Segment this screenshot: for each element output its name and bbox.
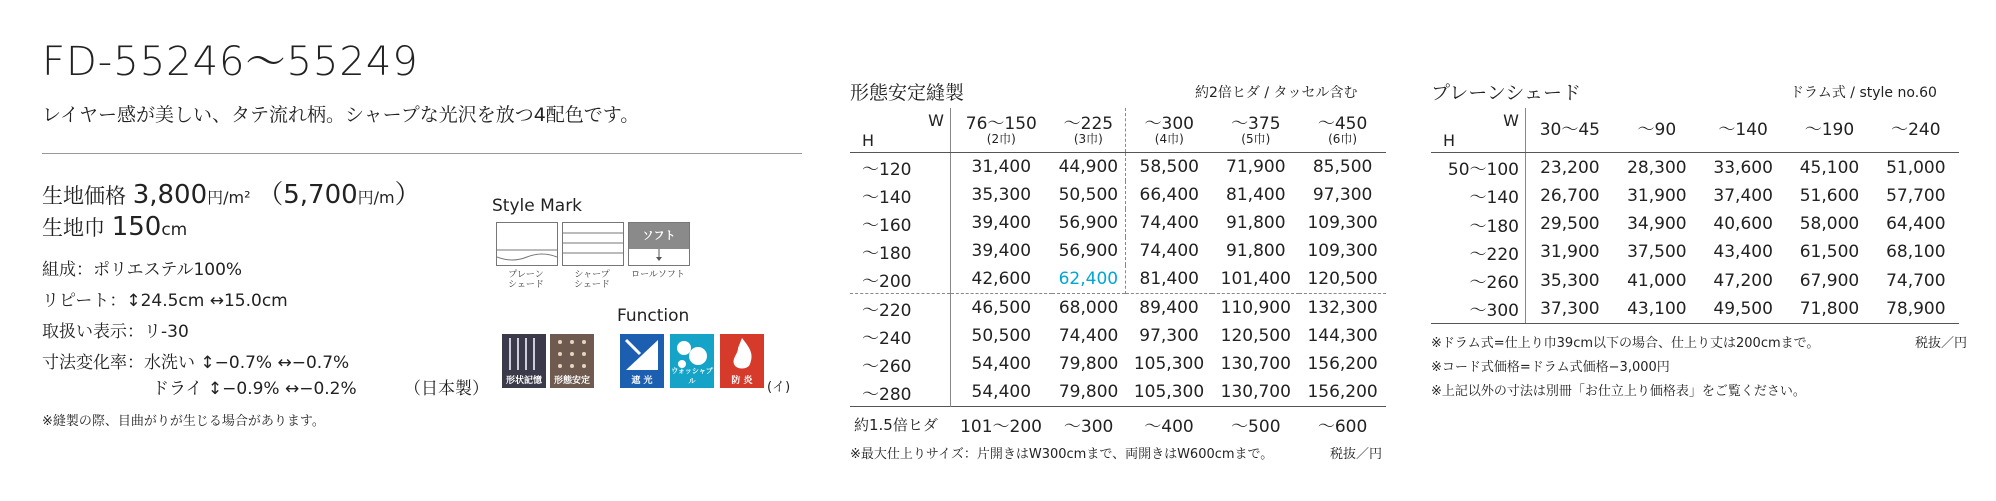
shade-note-1: ※ドラム式=仕上り巾39cm以下の場合、仕上り丈は200cmまで。 xyxy=(1431,336,1820,351)
shade-price-table xyxy=(1431,108,1959,324)
col-header: 76〜150 (2巾) xyxy=(951,108,1052,153)
col-header: 〜375 (5巾) xyxy=(1212,108,1299,153)
sharp-shade-label: シャープ シェード xyxy=(574,270,610,290)
shade-note-2: ※コード式価格=ドラム式価格−3,000円 xyxy=(1431,360,1670,375)
spec-shrink-wash: 寸法変化率：水洗い ↕−0.7% ↔−0.7% xyxy=(42,353,350,373)
catch-copy: レイヤー感が美しい、タテ流れ柄。シャープな光沢を放つ4配色です。 xyxy=(42,104,640,126)
sharp-shade-icon xyxy=(563,223,623,265)
shade-note-3: ※上記以外の寸法は別冊「お仕立上り価格表」をご覧ください。 xyxy=(1431,384,1806,399)
col-header: 〜300 (4巾) xyxy=(1126,108,1213,153)
main-table-tax: 税抜／円 xyxy=(1330,447,1383,462)
table-row: 〜140 35,300 50,500 66,400 81,400 97,300 xyxy=(850,181,1386,209)
table-row: 〜160 39,400 56,900 74,400 91,800 109,300 xyxy=(850,209,1386,237)
table-header-row: W H 30〜45 〜90 〜140 〜190 〜240 xyxy=(1431,108,1959,153)
roll-soft-mark xyxy=(628,222,690,266)
table-row: 〜240 50,500 74,400 97,300 120,500 144,300 xyxy=(850,322,1386,350)
width-label: 生地巾 xyxy=(42,216,105,240)
shape-memory-icon xyxy=(502,334,546,388)
spec-shrink-dry: ドライ ↕−0.9% ↔−0.2% xyxy=(152,379,357,399)
table-row: 〜180 29,500 34,900 40,600 58,000 64,400 xyxy=(1431,210,1959,238)
roll-soft-label: ロールソフト xyxy=(631,270,685,280)
table-row: 50〜100 23,200 28,300 33,600 45,100 51,000 xyxy=(1431,153,1959,182)
main-table-note: ※最大仕上りサイズ：片開きはW300cmまで、両開きはW600cmまで。 xyxy=(850,447,1274,462)
table-row: 〜180 39,400 56,900 74,400 91,800 109,300 xyxy=(850,237,1386,265)
main-table-title: 形態安定縫製 xyxy=(850,82,965,104)
fabric-price xyxy=(42,174,421,211)
form-stable-label: 形態安定 xyxy=(553,376,590,386)
function-suffix: (イ) xyxy=(767,380,791,395)
product-model: FD-55246〜55249 xyxy=(42,39,419,85)
table-row: 〜140 26,700 31,900 37,400 51,600 57,700 xyxy=(1431,182,1959,210)
divider xyxy=(42,153,802,154)
plain-shade-mark xyxy=(496,222,558,266)
h-label: H xyxy=(1443,131,1456,151)
washable-label: ウォッシャブル xyxy=(671,367,713,385)
fabric-width xyxy=(42,212,187,242)
flame-retardant-label: 防 炎 xyxy=(731,376,753,386)
price-table xyxy=(850,108,1386,441)
plain-shade-icon xyxy=(497,223,557,265)
table-row: 〜200 42,600 62,400 81,400 101,400 120,500 xyxy=(850,265,1386,294)
price-alt-unit: 円/m xyxy=(357,188,395,207)
spec-made-in: （日本製） xyxy=(404,379,489,399)
table-header-row xyxy=(850,108,1386,153)
highlight-cell: 62,400 xyxy=(1058,269,1119,289)
table-corner xyxy=(850,108,951,153)
table-corner xyxy=(1431,108,1526,153)
plain-shade-label: プレーン シェード xyxy=(508,270,544,290)
washable-icon xyxy=(670,334,714,388)
table-row: 〜260 54,400 79,800 105,300 130,700 156,200 xyxy=(850,350,1386,378)
style-mark-title: Style Mark xyxy=(492,196,583,216)
shade-table-title: プレーンシェード xyxy=(1431,82,1582,104)
table-footer-row: 約1.5倍ヒダ 101〜200 〜300 〜400 〜500 〜600 xyxy=(850,407,1386,442)
blackout-label: 遮 光 xyxy=(631,376,653,386)
function-title: Function xyxy=(617,306,690,326)
table-row: 〜120 31,400 44,900 58,500 71,900 85,500 xyxy=(850,153,1386,182)
table-row: 〜260 35,300 41,000 47,200 67,900 74,700 xyxy=(1431,266,1959,294)
table-row: 〜280 54,400 79,800 105,300 130,700 156,200 xyxy=(850,378,1386,407)
main-table-subtitle: 約2倍ヒダ / タッセル含む xyxy=(1195,85,1358,101)
w-label: W xyxy=(928,111,944,130)
form-stable-icon xyxy=(550,334,594,388)
soft-badge: ソフト xyxy=(629,223,689,249)
width-value: 150 xyxy=(111,212,162,242)
flame-retardant-icon xyxy=(720,334,764,388)
sewing-note: ※縫製の際、目曲がりが生じる場合があります。 xyxy=(42,414,325,429)
spec-care: 取扱い表示：リ-30 xyxy=(42,322,189,342)
table-row: 〜220 31,900 37,500 43,400 61,500 68,100 xyxy=(1431,238,1959,266)
col-header: 〜225 (3巾) xyxy=(1052,108,1126,153)
col-header: 〜450 (6巾) xyxy=(1299,108,1386,153)
price-value: 3,800 xyxy=(132,180,208,210)
table-row: 〜300 37,300 43,100 49,500 71,800 78,900 xyxy=(1431,295,1959,324)
shade-table-tax: 税抜／円 xyxy=(1915,336,1968,351)
width-unit: cm xyxy=(161,220,188,240)
w-label: W xyxy=(1503,111,1519,130)
roll-soft-icon xyxy=(629,249,689,265)
price-label: 生地価格 xyxy=(42,184,126,208)
price-unit: 円/m² xyxy=(207,188,251,207)
price-alt-open: （5,700 xyxy=(257,180,358,210)
price-alt-close: ） xyxy=(394,180,421,210)
spec-composition: 組成：ポリエステル100% xyxy=(42,260,243,280)
sharp-shade-mark xyxy=(562,222,624,266)
h-label: H xyxy=(862,131,875,150)
table-row: 〜220 46,500 68,000 89,400 110,900 132,300 xyxy=(850,294,1386,323)
spec-repeat: リピート：↕24.5cm ↔15.0cm xyxy=(42,291,288,311)
shape-memory-label: 形状記憶 xyxy=(505,376,542,386)
shade-table-subtitle: ドラム式 / style no.60 xyxy=(1790,85,1937,101)
blackout-icon xyxy=(620,334,664,388)
